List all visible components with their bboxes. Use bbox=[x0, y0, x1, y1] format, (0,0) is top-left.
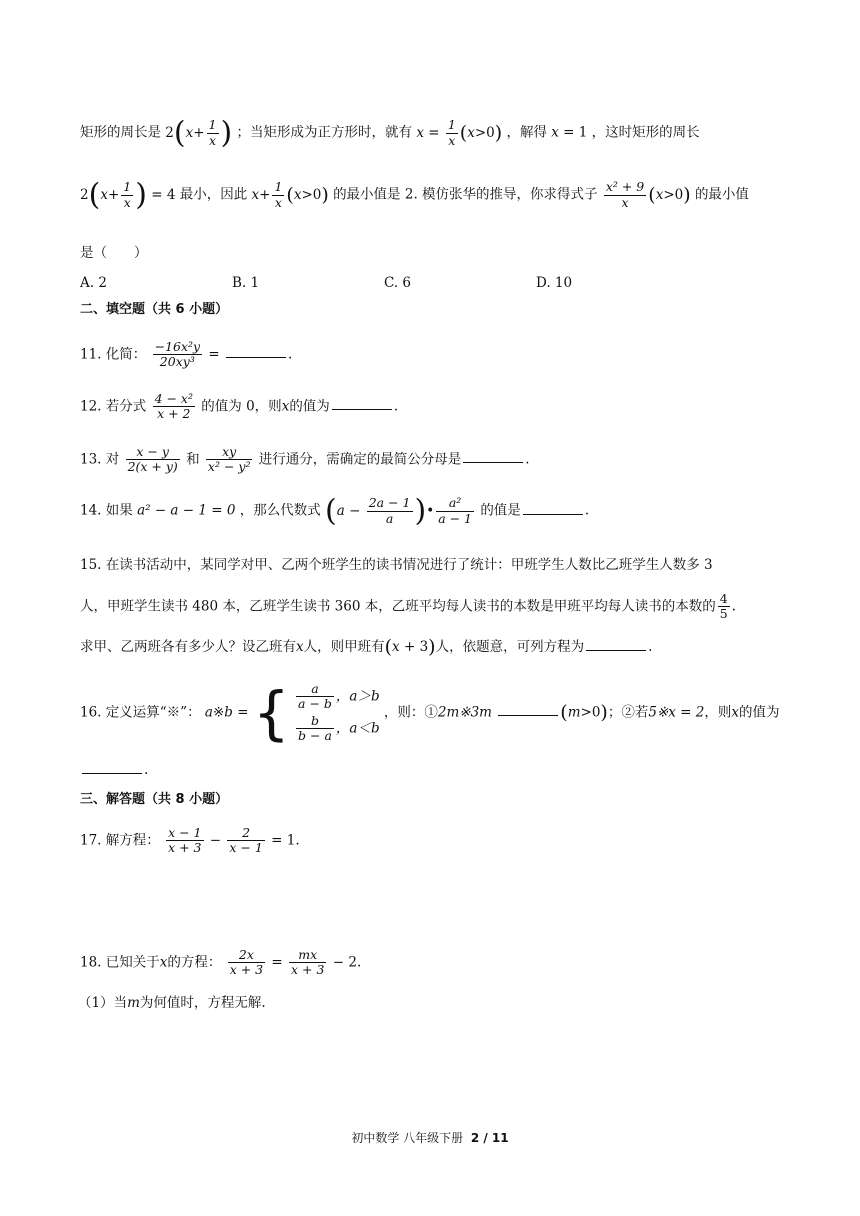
question-12: 12. 若分式 $\frac{\text{4 − x²}}{x + 2}$ 的值为 0，则x的值为 . bbox=[80, 391, 399, 422]
option-a: A. 2 bbox=[80, 275, 107, 291]
option-b: B. 1 bbox=[232, 275, 260, 291]
question-17: 17. 解方程： $\frac{x - 1}{x + 3}$ − $\frac{2}{x - 1}$ = 1. bbox=[80, 825, 300, 856]
page-footer: 初中数学 八年级下册 2 / 11 bbox=[351, 1131, 509, 1145]
square-condition: x = $\frac{1}{x}$ (x>0) bbox=[416, 117, 503, 148]
question-15-line2: 人，甲班学生读书 480 本，乙班学生读书 360 本，乙班平均每人读书的本数是甲班平均每人读书的本数的 $\frac{4}{5}$ . bbox=[80, 591, 736, 622]
q10-line1: 矩形的周长是 2(x+ $\frac{1}{x}$ ) ；当矩形成为正方形时，就有 x = $\frac{1}{x}$ (x>0) ，解得 x = 1 ，这时矩形的周长 bbox=[80, 115, 700, 150]
answer-blank bbox=[498, 715, 558, 716]
question-11: 11. 化简： $\frac{\text{−16x²y}}{\text{20xy³}}$ = . bbox=[80, 339, 293, 370]
operation-cases: $\frac{a}{a - b}$ ，a＞b $\frac{b}{b - a}$ ，a＜b bbox=[298, 681, 380, 744]
q10-line3: 是（ ） bbox=[80, 245, 148, 261]
question-18: 18. 已知关于x的方程： $\frac{2x}{x + 3}$ = $\frac{mx}{x + 3}$ − 2. bbox=[80, 947, 362, 978]
question-16: 16. 定义运算“※”： a※b = { $\frac{a}{a - b}$ ，a＞b $\frac{b}{b - a}$ ，a＜b ，则：①2m※3m (m>0)；②若5※x = 2，则x的值为 bbox=[80, 678, 780, 747]
page-number: 2 / 11 bbox=[470, 1131, 509, 1145]
perimeter-expr: 2(x+ $\frac{1}{x}$ ) bbox=[165, 115, 233, 150]
question-14: 14. 如果 a² − a − 1 = 0 ，那么代数式 (a − $\frac{2a - 1}{a}$ )• $\frac{\text{a²}}{a - 1}$ 的值是 . bbox=[80, 493, 590, 528]
answer-blank bbox=[82, 773, 142, 774]
answer-blank bbox=[226, 357, 286, 358]
option-c: C. 6 bbox=[384, 275, 412, 291]
section-solve-title: 三、解答题（共 8 小题） bbox=[80, 792, 229, 807]
question-16-blank-line: . bbox=[80, 762, 800, 778]
option-d: D. 10 bbox=[536, 275, 573, 291]
question-15-line1: 15. 在读书活动中，某同学对甲、乙两个班学生的读书情况进行了统计：甲班学生人数比乙班学生人数多 3 bbox=[80, 557, 713, 573]
section-fill-in-title: 二、填空题（共 6 小题） bbox=[80, 302, 229, 317]
answer-blank bbox=[523, 514, 583, 515]
answer-blank bbox=[463, 462, 523, 463]
question-13: 13. 对 $\frac{x - y}{2(x + y)}$ 和 $\frac{xy}{\text{x² − y²}}$ 进行通分，需确定的最简公分母是 . bbox=[80, 444, 530, 475]
question-15-line3: 求甲、乙两班各有多少人？设乙班有x人，则甲班有(x + 3)人，依题意，可列方程为 . bbox=[80, 636, 653, 658]
question-18-part1: （1）当m为何值时，方程无解. bbox=[78, 995, 266, 1011]
q10-line2: 2(x+ $\frac{1}{x}$ ) = 4 最小，因此 x+ $\frac{1}{x}$ (x>0) 的最小值是 2. 模仿张华的推导，你求得式子 $\frac{\text{x² + 9}}{x}$ (x>0) 的最小值 bbox=[80, 177, 749, 212]
q10-options bbox=[80, 275, 800, 291]
answer-blank bbox=[332, 409, 392, 410]
answer-blank bbox=[586, 650, 646, 651]
